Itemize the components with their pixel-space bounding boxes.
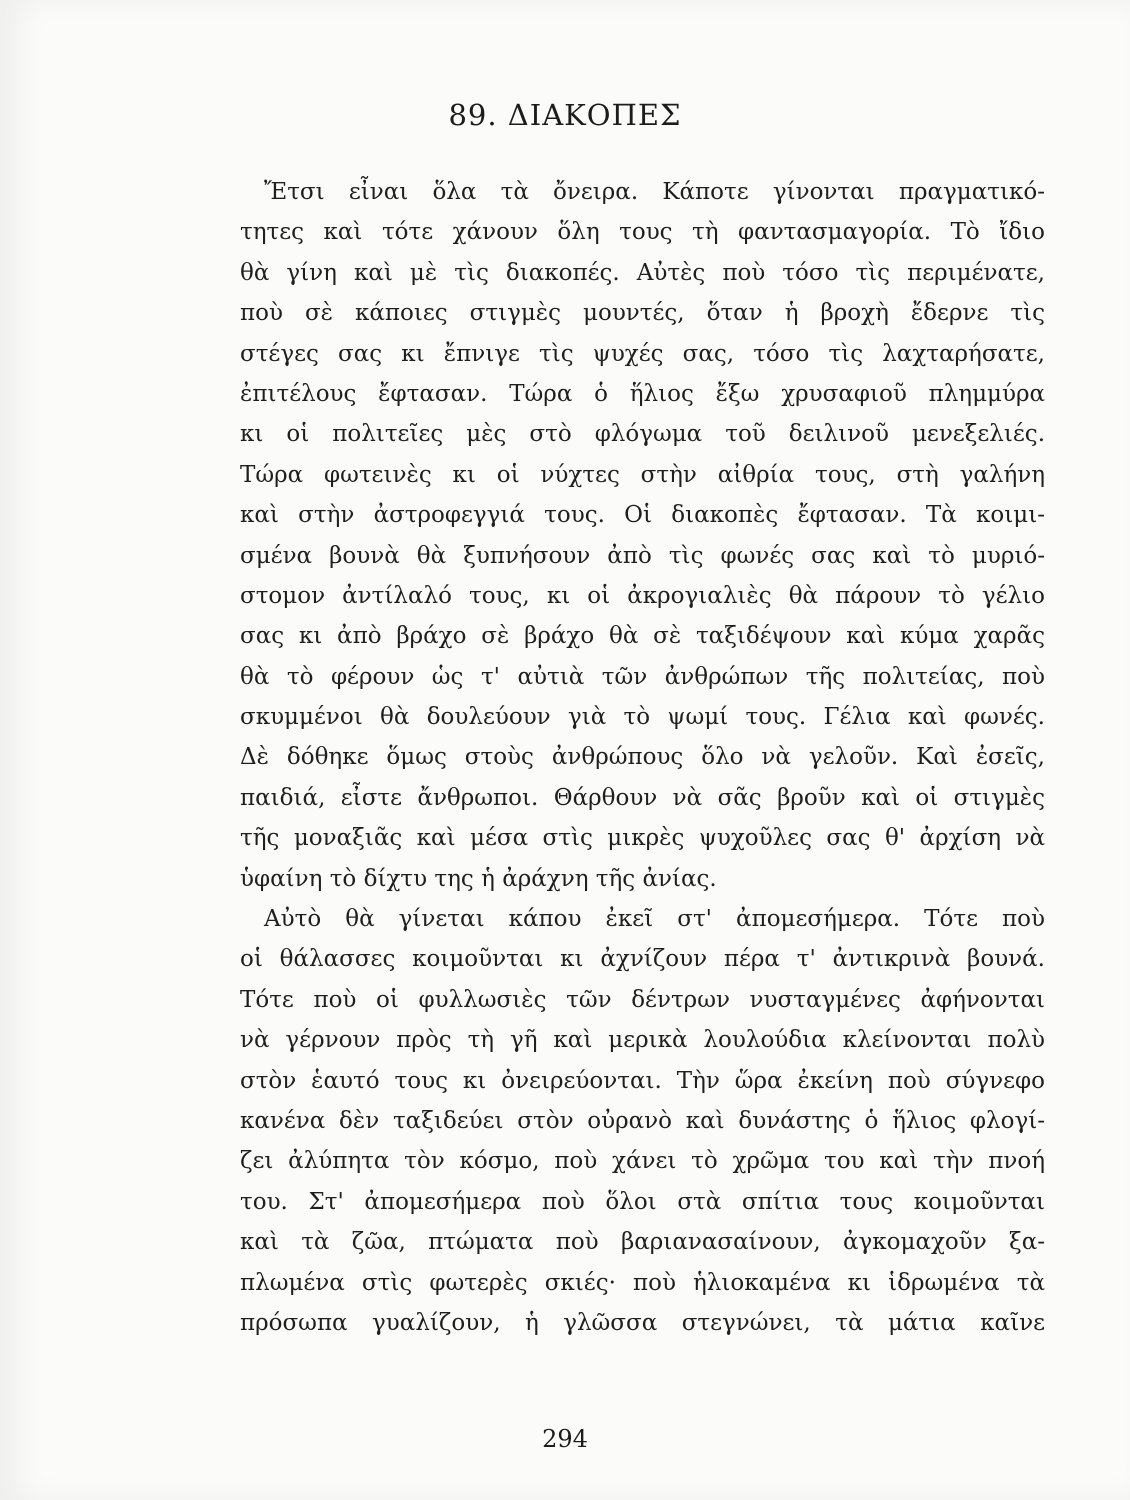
text-line: Αὐτὸ θὰ γίνεται κάπου ἐκεῖ στ' ἀπομεσήμερα. Τότε ποὺ (264, 906, 1045, 933)
text-line: ὑφαίνη τὸ δίχτυ της ἡ ἀράχνη τῆς ἀνίας. (240, 865, 717, 892)
text-line: παιδιά, εἶστε ἄνθρωποι. Θάρθουν νὰ σᾶς βροῦν καὶ οἱ στιγμὲς (240, 784, 1045, 811)
text-line: θὰ γίνη καὶ μὲ τὶς διακοπές. Αὐτὲς ποὺ τόσο τὶς περιμένατε, (240, 259, 1045, 286)
text-line: κανένα δὲν ταξιδεύει στὸν οὐρανὸ καὶ δυνάστης ὁ ἥλιος φλογί- (240, 1107, 1045, 1134)
text-line: ζει ἀλύπητα τὸν κόσμο, ποὺ χάνει τὸ χρῶμα του καὶ τὴν πνοή (240, 1148, 1045, 1175)
text-line: σας κι ἀπὸ βράχο σὲ βράχο θὰ σὲ ταξιδέψουν καὶ κύμα χαρᾶς (240, 623, 1045, 650)
page-number: 294 (542, 1425, 588, 1453)
text-line: σμένα βουνὰ θὰ ξυπνήσουν ἀπὸ τὶς φωνές σας καὶ τὸ μυριό- (240, 542, 1045, 569)
text-line: στομον ἀντίλαλό τους, κι οἱ ἀκρογιαλιὲς θὰ πάρουν τὸ γέλιο (240, 582, 1045, 609)
text-line: σκυμμένοι θὰ δουλεύουν γιὰ τὸ ψωμί τους. Γέλια καὶ φωνές. (240, 704, 1045, 731)
paragraph-1 (240, 172, 1045, 899)
text-line: τῆς μοναξιᾶς καὶ μέσα στὶς μικρὲς ψυχοῦλες σας θ' ἀρχίση νὰ (240, 825, 1045, 852)
text-line: ἐπιτέλους ἔφτασαν. Τώρα ὁ ἥλιος ἔξω χρυσαφιοῦ πλημμύρα (240, 380, 1045, 407)
chapter-title: 89. ΔΙΑΚΟΠΕΣ (448, 98, 682, 132)
text-line: στὸν ἑαυτό τους κι ὀνειρεύονται. Τὴν ὥρα ἐκείνη ποὺ σύγνεφο (240, 1067, 1045, 1094)
text-line: κι οἱ πολιτεῖες μὲς στὸ φλόγωμα τοῦ δειλινοῦ μενεξελιές. (240, 421, 1045, 448)
text-line: τητες καὶ τότε χάνουν ὅλη τους τὴ φαντασμαγορία. Τὸ ἴδιο (240, 219, 1045, 246)
text-line: ποὺ σὲ κάποιες στιγμὲς μουντές, ὅταν ἡ βροχὴ ἔδερνε τὶς (240, 300, 1045, 327)
text-line: του. Στ' ἀπομεσήμερα ποὺ ὅλοι στὰ σπίτια τους κοιμοῦνται (240, 1188, 1045, 1215)
text-line: Τότε ποὺ οἱ φυλλωσιὲς τῶν δέντρων νυσταγμένες ἀφήνονται (240, 986, 1045, 1013)
text-line: θὰ τὸ φέρουν ὡς τ' αὐτιὰ τῶν ἀνθρώπων τῆς πολιτείας, ποὺ (240, 663, 1045, 690)
text-line: πρόσωπα γυαλίζουν, ἡ γλῶσσα στεγνώνει, τὰ μάτια καῖνε (240, 1309, 1045, 1336)
paragraph-2 (240, 899, 1045, 1343)
text-line: καὶ τὰ ζῶα, πτώματα ποὺ βαριανασαίνουν, ἀγκομαχοῦν ξα- (240, 1229, 1045, 1256)
text-line: Δὲ δόθηκε ὅμως στοὺς ἀνθρώπους ὅλο νὰ γελοῦν. Καὶ ἐσεῖς, (240, 744, 1045, 771)
text-line: πλωμένα στὶς φωτερὲς σκιές· ποὺ ἡλιοκαμένα κι ἱδρωμένα τὰ (240, 1269, 1045, 1296)
text-line: νὰ γέρνουν πρὸς τὴ γῆ καὶ μερικὰ λουλούδια κλείνονται πολὺ (240, 1027, 1045, 1054)
text-line: Ἔτσι εἶναι ὅλα τὰ ὄνειρα. Κάποτε γίνονται πραγματικό- (264, 179, 1045, 205)
text-line: στέγες σας κι ἔπνιγε τὶς ψυχές σας, τόσο τὶς λαχταρήσατε, (240, 340, 1045, 367)
text-line: οἱ θάλασσες κοιμοῦνται κι ἀχνίζουν πέρα τ' ἀντικρινὰ βουνά. (240, 946, 1045, 973)
text-line: Τώρα φωτεινὲς κι οἱ νύχτες στὴν αἰθρία τους, στὴ γαλήνη (240, 461, 1045, 488)
body-text (240, 172, 1045, 1343)
text-line: καὶ στὴν ἀστροφεγγιά τους. Οἱ διακοπὲς ἔφτασαν. Τὰ κοιμι- (240, 502, 1045, 529)
